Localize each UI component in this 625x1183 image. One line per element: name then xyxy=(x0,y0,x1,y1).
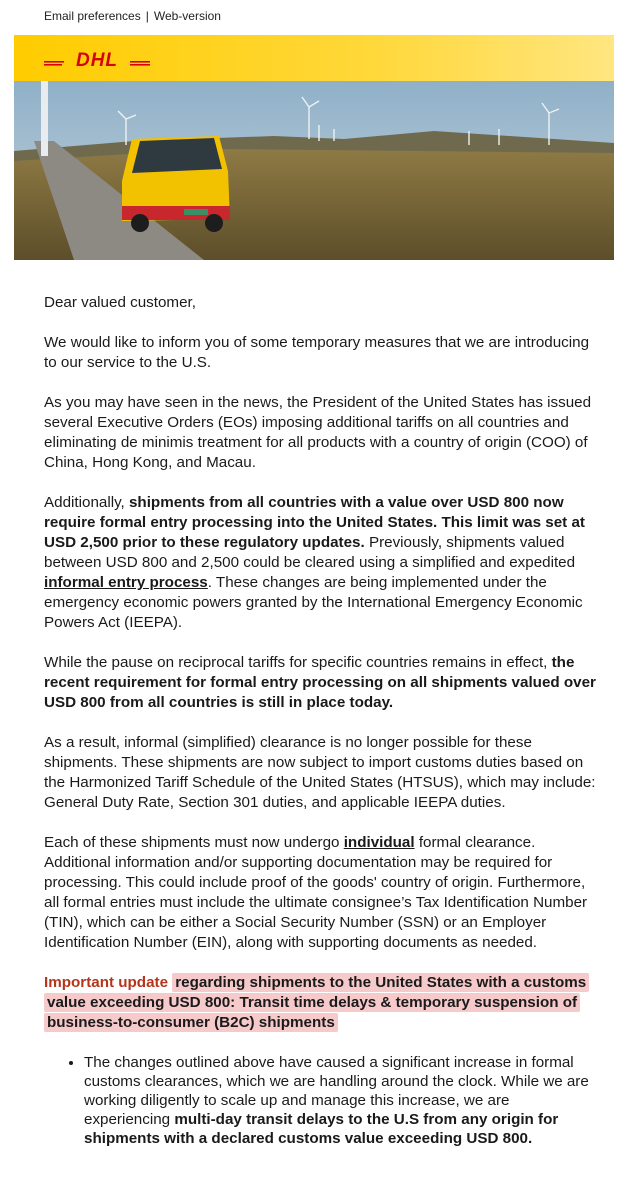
paragraph-intro: We would like to inform you of some temporary measures that we are introducing to our service to the U.S. xyxy=(44,334,590,371)
paragraph-informal-clearance: As a result, informal (simplified) clearance is no longer possible for these shipments. These shipments are now subject to import customs duties based on the Harmonized Tariff Schedule of the United States (HTSUS), which may include: General Duty Rate, Section 301 duties, and applicable IEEPA duties. xyxy=(44,734,596,811)
van-icon xyxy=(122,136,230,232)
brand-banner xyxy=(14,35,614,81)
highlighted-notice: regarding shipments to the United States with a customs value exceeding USD 800: Transit time delays & temporary suspension of business-to-consumer (B2C) shipments xyxy=(44,973,589,1032)
update-bullet-list xyxy=(44,1053,599,1148)
header-links xyxy=(44,9,221,23)
paragraph-reciprocal-tariffs: While the pause on reciprocal tariffs for specific countries remains in effect, the recent requirement for formal entry processing on all shipments valued over USD 800 from all countries is still in place today. xyxy=(44,654,596,711)
greeting: Dear valued customer, xyxy=(44,294,196,311)
paragraph-executive-orders: As you may have seen in the news, the President of the United States has issued several Executive Orders (EOs) imposing additional tariffs on all countries and eliminating de minimis treatment for all products with a country of origin (COO) of China, Hong Kong, and Macau. xyxy=(44,394,592,471)
header-separator: | xyxy=(145,9,149,23)
email-body xyxy=(44,293,599,1148)
dhl-logo[interactable] xyxy=(44,49,150,69)
list-item: • The changes outlined above have caused a significant increase in formal customs clearances, which we are handling around the clock. While we are working diligently to scale up and manage this increase, we are experiencing multi-day transit delays to the U.S from any origin for shipments with a declared customs value exceeding USD 800. xyxy=(84,1053,599,1148)
email-preferences-link[interactable]: Email preferences xyxy=(44,9,141,23)
hero-photo-icon xyxy=(14,81,614,260)
paragraph-individual-clearance: Each of these shipments must now undergo individual formal clearance. Additional information and/or supporting documentation may be required for processing. This could include proof of the goods' country of origin. Furthermore, all formal entries must include the ultimate consignee’s Tax Identification Number (TIN), which can be either a Social Security Number (SSN) or an Employer Identification Number (EIN), along with supporting documents as needed. xyxy=(44,834,588,951)
paragraph-formal-entry: Additionally, shipments from all countries with a value over USD 800 now require formal entry processing into the United States. This limit was set at USD 2,500 prior to these regulatory updates. Previously, shipments valued between USD 800 and 2,500 could be cleared using a simplified and expedited informal entry process. These changes are being implemented under the emergency economic powers granted by the International Emergency Economic Powers Act (IEEPA). xyxy=(44,494,585,631)
web-version-link[interactable]: Web-version xyxy=(153,9,221,23)
hero-image xyxy=(14,81,614,260)
informal-entry-link[interactable]: informal entry process xyxy=(44,574,208,591)
individual-emphasis: individual xyxy=(343,834,415,851)
important-update-heading: Important update regarding shipments to the United States with a customs value exceeding USD 800: Transit time delays & temporary suspension of business-to-consumer (B2C) shipments xyxy=(44,973,599,1033)
logo-wordmark: DHL xyxy=(75,50,119,69)
